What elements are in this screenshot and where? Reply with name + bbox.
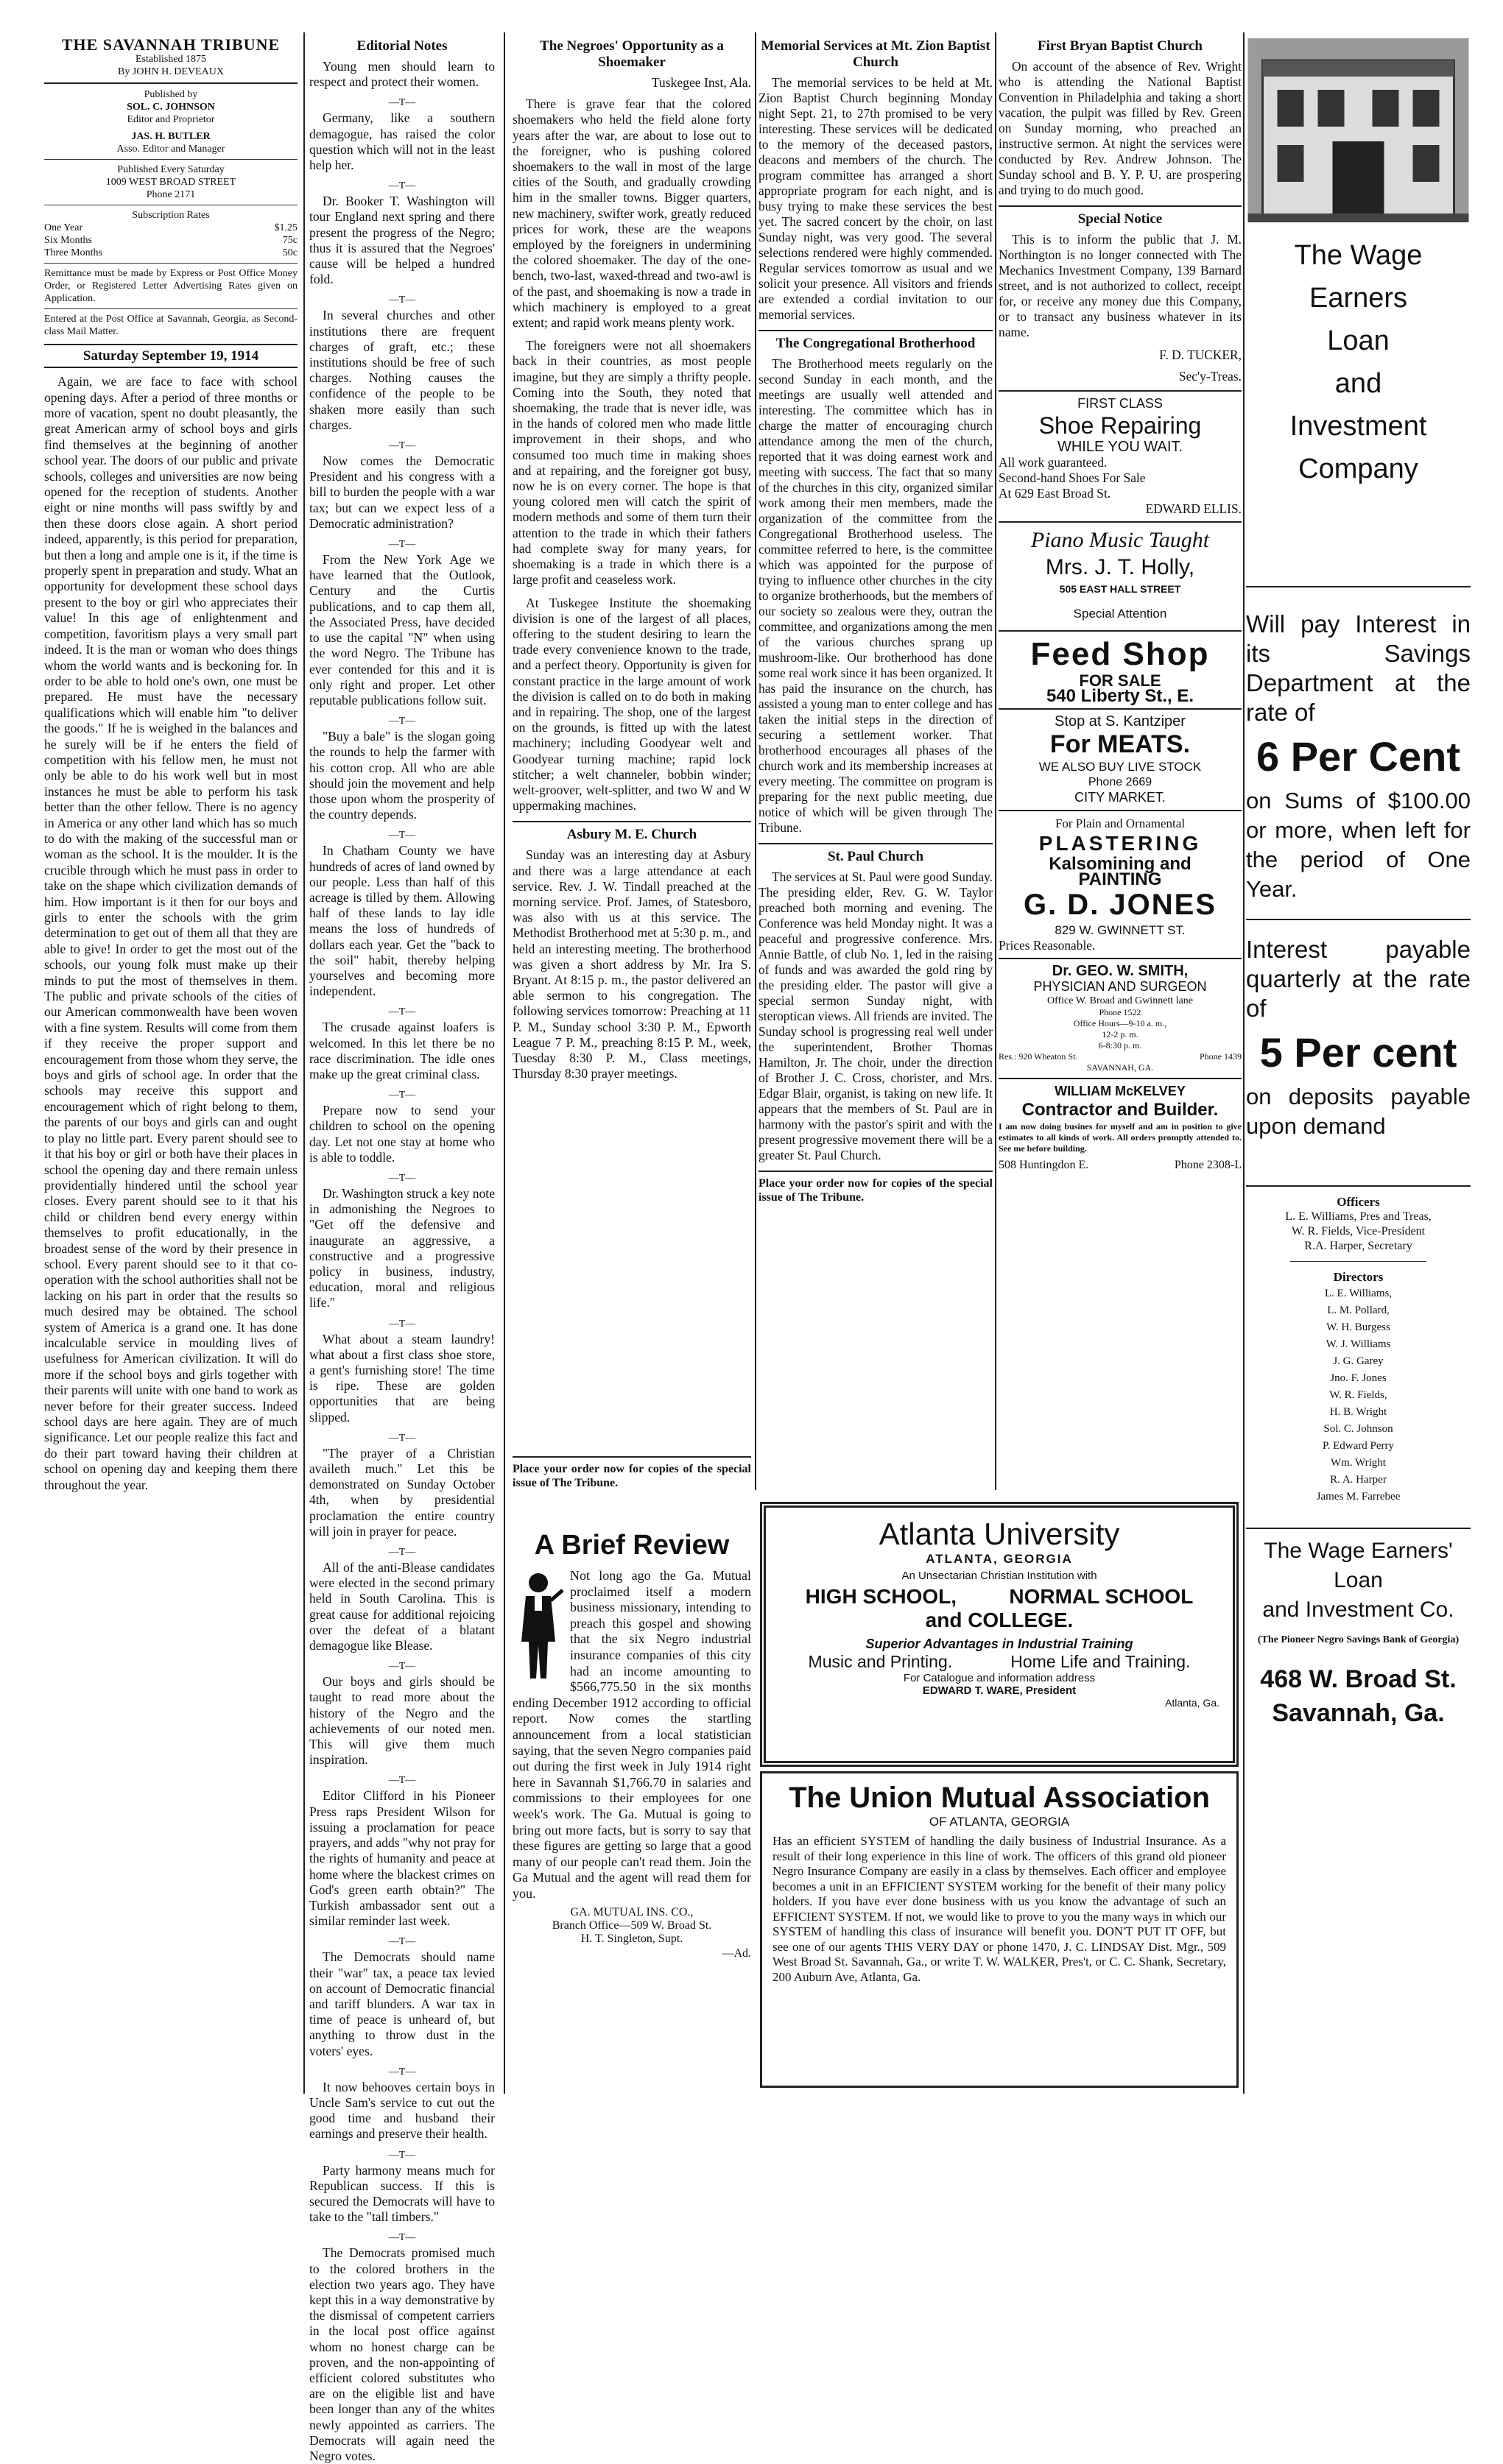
plastering-ad: For Plain and Ornamental PLASTERING Kalsomining and PAINTING G. D. JONES 829 W. GWINNETT ST. Prices Reasonable.	[999, 816, 1217, 953]
shoe-repair-ad: FIRST CLASS Shoe Repairing WHILE YOU WAIT. All work guaranteed. Second-hand Shoes For Sale At 629 East Broad St. EDWARD ELLIS.	[999, 396, 1242, 516]
rate-row: Three Months 50c	[44, 247, 298, 258]
editorial-note: All of the anti-Blease candidates were elected in the second primary held in South Carolina. This is great cause for additional rejoicing over the defeat of a blatant demagogue like Blease.	[309, 1560, 495, 1653]
editorial-note: The Democrats should name their "war" tax, a peace tax levied on account of Democratic financial and tariff blunders. A war tax in time of peace is unheard of, but anything to throw dust in the voters' eyes.	[309, 1949, 495, 2058]
editorial-note: "Buy a bale" is the slogan going the rounds to help the farmer with his cotton crop. All who are able should join the movement and help those upon whom the prosperity of the country depends.	[309, 729, 495, 822]
divider	[999, 390, 1242, 392]
editorial-note: Dr. Booker T. Washington will tour England next spring and there present the progress of the Negro; thus it is assured that the Negroes' cause will be helped a hundred fold.	[309, 194, 495, 287]
divider	[758, 1171, 993, 1172]
special-notice-signer-title: Sec'y-Treas.	[1178, 369, 1242, 384]
st-paul-heading: St. Paul Church	[827, 849, 924, 864]
officers-heading: Officers	[1337, 1194, 1380, 1209]
note-separator: —T—	[388, 97, 416, 109]
entered-note: Entered at the Post Office at Savannah, Georgia, as Second-class Mail Matter.	[44, 313, 298, 337]
rates-table	[44, 222, 298, 259]
note-separator: —T—	[388, 294, 416, 306]
note-separator: —T—	[388, 2149, 416, 2161]
contractor-ad: WILLIAM McKELVEY Contractor and Builder. I am now doing busines for myself and am in position to give estimates to all kinds of work. All orders promptly attended to. See me before building. 508 Huntingdon E. Phone 2308-L	[999, 1084, 1242, 1171]
shoemaker-dateline: Tuskegee Inst, Ala.	[651, 75, 751, 90]
order-notice: Place your order now for copies of the special issue of The Tribune.	[513, 1456, 751, 1490]
pioneer-tagline: (The Pioneer Negro Savings Bank of Georgia)	[1257, 1634, 1460, 1645]
speaker-figure-icon	[513, 1568, 564, 1686]
divider	[1246, 1185, 1471, 1187]
shoemaker-paragraph: The foreigners were not all shoemakers back in their countries, as most people imagine, but they are simply a thrifty people. Coming into the South, they noted that shoemaking, the trade that is never idle, was in the hands of colored men who made little improvement in their shops, and who consumed too much time in making shoes and at repairing, and the foreigner got busy, now he is on every corner. The hope is that young colored men will catch the spirit of modern methods and some of them turn their attention to the trade in which their fathers had complete sway for many years, for shoemaking is a trade in which there is a large profit and ceaseless work.	[513, 338, 751, 587]
column-rule	[504, 32, 505, 2094]
rate-six: 6 Per Cent	[1256, 733, 1460, 780]
editorial-note: Now comes the Democratic President and his congress with a bill to burden the people with a war tax; but can we expect less of a Democratic administration?	[309, 453, 495, 531]
shoemaker-heading: The Negroes' Opportunity as a Shoemaker	[540, 38, 724, 70]
note-separator: —T—	[388, 1775, 416, 1787]
brief-review-company: GA. MUTUAL INS. CO.,	[570, 1906, 694, 1919]
note-separator: —T—	[388, 2066, 416, 2078]
note-separator: —T—	[388, 1090, 416, 1101]
interest-quarterly: Interest payable quarterly at the rate of	[1246, 935, 1471, 1022]
divider	[999, 958, 1242, 959]
published-by-label: Published by	[144, 88, 198, 100]
rates-title: Subscription Rates	[132, 209, 210, 221]
shoemaker-paragraph: At Tuskegee Institute the shoemaking division is one of the largest of all places, offering to the student desiring to learn the trade every convenience known to the trade, and a perfect theory. Opportunity is given for constant practice in the large amount of work the division is called on to do both in making and in repairing. The shop, one of the largest on the grounds, is fitted up with the latest machinery; including Goodyear welt and Goodyear turning machine; rapid lock stitcher; a welt channeler, bobbin winder; welt-groover, welt-splitter, and two W and W uppermaking machines.	[513, 595, 751, 813]
publisher: SOL. C. JOHNSON	[127, 101, 215, 113]
paper-name: THE SAVANNAH TRIBUNE	[61, 35, 281, 54]
publisher-title: Editor and Proprietor	[127, 113, 215, 125]
feed-shop-ad: Feed Shop FOR SALE 540 Liberty St., E.	[1030, 636, 1210, 706]
column-rule	[995, 32, 996, 1490]
note-separator: —T—	[388, 539, 416, 551]
interest-period: on Sums of $100.00 or more, when left for the period of One Year.	[1246, 787, 1471, 902]
bank-city: Savannah, Ga.	[1272, 1699, 1445, 1728]
directors-list: L. E. Williams, L. M. Pollard, W. H. Burgess W. J. Williams J. G. Garey Jno. F. Jones W. R. Fields, H. B. Wright Sol. C. Johnson P. Edward Perry Wm. Wright R. A. Harper James M. Farrebee	[1316, 1287, 1401, 1503]
divider	[758, 330, 993, 331]
editorial-note: From the New York Age we have learned that the Outlook, Century and the Curtis publications, and to cap them all, the Associated Press, have decided to use the capital "N" when using the word Negro. The Tribune has ever contended for this and it is only right and proper. Let other reputable publications follow suit.	[309, 552, 495, 707]
divider	[1246, 1528, 1471, 1529]
note-separator: —T—	[388, 1547, 416, 1558]
column-editorial-notes	[309, 35, 495, 2463]
note-separator: —T—	[388, 1318, 416, 1330]
first-bryan-heading: First Bryan Baptist Church	[1038, 38, 1203, 54]
column-masthead	[44, 35, 298, 2089]
divider	[999, 521, 1242, 523]
column-rule	[1243, 32, 1245, 2094]
brief-review-supt: H. T. Singleton, Supt.	[580, 1932, 683, 1946]
divider	[44, 308, 298, 309]
rate-five: 5 Per cent	[1259, 1028, 1457, 1076]
meats-ad: Stop at S. Kantziper For MEATS. WE ALSO BUY LIVE STOCK Phone 2669 CITY MARKET.	[1038, 713, 1202, 805]
editorial-note: What about a steam laundry! what about a first class shoe store, a gent's furnishing store! The time is ripe. These are golden opportunities that are being slipped.	[309, 1331, 495, 1425]
editorial-note: The Democrats promised much to the colored brothers in the election two years ago. They have kept this in a way demonstrative by the dismissal of competent carriers in the local post office against whom no honest charge can be proven, and the non-appointing of efficient colored substitutes who are on the eligible list and have been longer than any of the whites newly appointed as carriers. The Democrats will again need the Negro votes.	[309, 2245, 495, 2463]
rate-row: One Year $1.25	[44, 222, 298, 233]
memorial-heading: Memorial Services at Mt. Zion Baptist Church	[761, 38, 990, 70]
editorial-note: The crusade against loafers is welcomed. In this let there be no race discrimination. The idle ones make up the great criminal class.	[309, 1020, 495, 1081]
editorial-note: Dr. Washington struck a key note in admonishing the Negroes to "Get off the defensive and inaugurate an aggressive, a constructive and a progressive policy in business, industry, education, moral and religious life."	[309, 1185, 495, 1310]
rate-row: Six Months 75c	[44, 234, 298, 246]
column-rule	[755, 32, 756, 1490]
column-shoemaker	[513, 35, 751, 1574]
note-separator: —T—	[388, 440, 416, 452]
editorial-note: Germany, like a southern demagogue, has raised the color question which will not in the least help her.	[309, 110, 495, 173]
directors-heading: Directors	[1333, 1270, 1384, 1285]
ad-mark: —Ad.	[722, 1947, 751, 1960]
editorial-note: Young men should learn to respect and protect their women.	[309, 59, 495, 90]
brotherhood-text: The Brotherhood meets regularly on the second Sunday in each month, and the meetings are usually well attended and interesting. The committee which has in charge the matter of encouraging church attendance among the men of the church, reported that it was doing earnest work and meeting with success. The fact that so many of the churches in this city, organized similar work among their men members, made the organization of the committee from the Congregational Brotherhood useless. The committee referred to here, is the committee which was appointed for the purpose of trying to influence other churches in the city to organize brotherhoods, but the members of our society so zealous were they, outran the committee, and organizations among the men of the various churches sprang up mushroom-like. Our brotherhood has done some real work since it has been organized. It has paid the insurance on the church, has assisted a young man to enter college and has taken the initial steps in the direction of securing a settlement worker. That brotherhood encourages all phases of the church work and its membership increases at every meeting. The committee on program is preparing for the next public meeting, due notice of which will be given through The Tribune.	[758, 356, 993, 835]
note-separator: —T—	[388, 180, 416, 192]
brief-review-text: Not long ago the Ga. Mutual proclaimed itself a modern business missionary, intending to preach this gospel and showing that the six Negro industrial insurance companies of this city had an income amounting to $566,775.50 in the six months ending December 1912 according to official report. Now comes the startling announcement from a local statistician saying, that the seven Negro companies paid out during the first week in July 1914 right here in Savannah $1,766.70 in salaries and commissions to their employees for one week's work. The Ga. Mutual is going to bring out more facts, but is sorry to say that these figures are getting so large that a good many of our people can't read them. Join the Ga Mutual and the agent will read them for you.	[513, 1568, 751, 1901]
divider	[513, 821, 751, 822]
bank-building-image	[1246, 38, 1471, 222]
piano-ad: Piano Music Taught Mrs. J. T. Holly, 505 EAST HALL STREET Special Attention	[1030, 528, 1210, 621]
note-separator: —T—	[388, 716, 416, 727]
associate: JAS. H. BUTLER	[131, 130, 211, 142]
divider	[1246, 919, 1471, 920]
deposit-terms: on deposits payable upon demand	[1246, 1083, 1471, 1139]
established: Established 1875	[135, 53, 207, 65]
divider	[758, 843, 993, 844]
interest-offer: Will pay Interest in its Savings Department at the rate of	[1246, 610, 1471, 726]
first-bryan-text: On account of the absence of Rev. Wright who is attending the National Baptist Convention in Philadelphia and taking a short vacation, the pulpit was filled by Rev. Green on Sunday morning, who preached an instructive sermon. At night the services were conducted by Rev. Andrew Johnson. The Sunday school and B. Y. P. U. are prospering and trying to do much good.	[999, 59, 1242, 197]
divider	[999, 708, 1242, 710]
officer: W. R. Fields, Vice-President	[1291, 1225, 1426, 1238]
note-separator: —T—	[388, 1661, 416, 1673]
memorial-text: The memorial services to be held at Mt. Zion Baptist Church beginning Monday night Sept. 21, to 27th promised to be very interesting. These services will be dedicated to the memory of the deceased pastors, deacons and members of the church. The program committee has arranged a short appropriate program for each night, and is busy trying to make these services the best yet. The sacred concert by the choir, on last Sunday night, was very good. The several selections rendered were highly commended. Regular services tomorrow as usual and we solicit your presence. All visitors and friends are extended a cordial invitation to our memorial services.	[758, 75, 993, 322]
divider	[999, 630, 1242, 632]
order-notice: Place your order now for copies of the special issue of The Tribune.	[758, 1177, 993, 1204]
divider	[1290, 1261, 1426, 1262]
note-separator: —T—	[388, 2232, 416, 2244]
divider	[999, 205, 1242, 207]
schedule: Published Every Saturday	[117, 163, 225, 175]
bank-address: 468 W. Broad St.	[1260, 1665, 1457, 1694]
brotherhood-heading: The Congregational Brotherhood	[775, 336, 976, 351]
divider	[999, 810, 1242, 811]
divider	[999, 1078, 1242, 1079]
special-notice-heading: Special Notice	[1077, 211, 1163, 227]
editorial-note: It now behooves certain boys in Uncle Sam's service to cut out the good time and husband their earnings and preserve their health.	[309, 2079, 495, 2142]
note-separator: —T—	[388, 1006, 416, 1018]
physician-ad: Dr. GEO. W. SMITH, PHYSICIAN AND SURGEON Office W. Broad and Gwinnett lane Phone 1522 Office Hours—9-10 a. m., 12-2 p. m. 6-8:30 p. m. Res.: 920 Wheaton St. Phone 1439 SAVANNAH, GA.	[999, 963, 1242, 1073]
remittance-note: Remittance must be made by Express or Post Office Money Order, or Registered Letter Advertising Rates given on Application.	[44, 267, 298, 304]
wage-earners-title: The Wage Earners Loan and Investment Company	[1289, 239, 1427, 484]
associate-title: Asso. Editor and Manager	[116, 143, 225, 155]
brief-review-ad	[513, 1524, 751, 2083]
issue-date: Saturday September 19, 1914	[44, 344, 298, 369]
wage-earners-name-2: and Investment Co.	[1262, 1597, 1454, 1622]
officer: R.A. Harper, Secretary	[1304, 1240, 1412, 1253]
column-notices-ads	[999, 35, 1242, 1486]
column-wage-earners	[1246, 35, 1471, 2089]
note-separator: —T—	[388, 1172, 416, 1184]
founder: By JOHN H. DEVEAUX	[118, 66, 224, 77]
st-paul-text: The services at St. Paul were good Sunday. The presiding elder, Rev. G. W. Taylor preached both morning and evening. The Conference was held Monday night. It was a peaceful and progressive conference. Mrs. Annie Battle, of club No. 1, led in the raising of funds and was awarded the gold ring by the presiding elder. The pastor will give a special sermon Sunday night, with steroptican views. All friends are invited. The Sunday school is progressing real well under the superintendent, Brother Thomas Hamilton, Jr. The choir, under the direction of Brother J. C. Cross, chorister, and Mrs. Edgar Blair, organist, is taking on new life. It appears that the members of St. Paul are in harmony with the pastor's spirit and with the present progressive movement there will be a greater St. Paul Church.	[758, 869, 993, 1162]
editorial-note: In several churches and other institutions there are frequent charges of graft, etc.; these institutions should be free of such charges. Nothing causes the confidence of the people to be shaken more easily than such charges.	[309, 308, 495, 432]
officer: L. E. Williams, Pres and Treas,	[1285, 1210, 1432, 1224]
editorial-notes-heading: Editorial Notes	[356, 38, 448, 54]
brief-review-branch: Branch Office—509 W. Broad St.	[552, 1919, 712, 1932]
atlanta-university-ad: Atlanta University ATLANTA, GEORGIA An Unsectarian Christian Institution with HIGH SCHOOL, NORMAL SCHOOL and COLLEGE. Superior Advantages in Industrial Training Music and Printing. Home Life and Training. For Catalogue and information address EDWARD T. WARE, President Atlanta, Ga.	[760, 1502, 1239, 1767]
editorial-note: Prepare now to send your children to school on the opening day. Let not one stay at home who is able to toddle.	[309, 1103, 495, 1165]
union-mutual-ad: The Union Mutual Association OF ATLANTA, GEORGIA Has an efficient SYSTEM of handling the daily business of Industrial Insurance. As a result of their long experience in this line of work. The officers of this grand old pioneer Negro Insurance Company are easily in a class by themselves. Each officer and employee becomes a unit in an EFFICIENT SYSTEM working for the benefit of their many policy holders. If you have ever done business with us you know the advantage of such an EFFICIENT SYSTEM. If not, we would like to prove to you the many ways in which our SYSTEM of handling this class of insurance will benefit you. DON'T PUT IT OFF, but see one of our agents THIS VERY DAY or phone 1470, J. C. LINDSAY Dist. Mgr., 509 West Broad St. Savannah, Ga., or write T. W. WALKER, Pres't, or C. C. Shank, Secretary, 200 Auburn Ave, Atlanta, Ga.	[760, 1771, 1239, 2088]
wage-earners-name: The Wage Earners' Loan	[1264, 1538, 1453, 1592]
editorial-note: Party harmony means much for Republican success. If this is secured the Democrats will have to take to the "tall timbers."	[309, 2162, 495, 2225]
note-separator: —T—	[388, 1432, 416, 1444]
divider	[44, 263, 298, 264]
editorial-note: "The prayer of a Christian availeth much." Let this be demonstrated on Sunday October 4th, when by presidential proclamation the entire country will join in prayer for peace.	[309, 1445, 495, 1539]
column-rule	[303, 32, 305, 2094]
column-churches	[758, 35, 993, 1486]
special-notice-text: This is to inform the public that J. M. Northington is no longer connected with The Mechanics Investment Company, 139 Barnard street, and is not authorized to collect, receipt for, or receive any money due this Company, or to transact any business whatever in its name.	[999, 232, 1242, 339]
editorial-note: Editor Clifford in his Pioneer Press raps President Wilson for issuing a proclamation for peace prayers, and adds "why not pray for the rights of humanity and peace at home where the blackest crimes on God's green earth obtain?" The Turkish ambassador sent out a similar reminder last week.	[309, 1788, 495, 1929]
phone: Phone 2171	[146, 188, 196, 200]
divider	[44, 82, 298, 84]
divider	[44, 159, 298, 160]
brief-review-title: A Brief Review	[534, 1530, 730, 1561]
asbury-text: Sunday was an interesting day at Asbury and there was a large attendance at each service. Rev. J. W. Tindall preached at the morning service. Prof. James, of Statesboro, was also with us at this service. The Methodist Brotherhood met at 5:30 p. m., and held an interesting meeting. The brotherhood was given a short address by Mr. Ira S. Bryant. At 8:15 p. m., the pastor delivered an able sermon to his congregation. The following services tomorrow: Preaching at 11 P. M., Sunday school 3:30 P. M., Epworth League 7 P. M., preaching 8:15 P. M., week, Tuesday 8:30 P. M., Class meetings, Thursday 8:30 prayer meetings.	[513, 847, 751, 1081]
shoemaker-paragraph: There is grave fear that the colored shoemakers who held the field alone forty years after the war, are about to lose out to the foreigner, who is pushing colored shoemakers to the wall in most of the large cities of the South, and gradually crowding him in the smaller towns. Bigger quarters, new machinery, swifter work, greatly reduced prices for work, these are the weapons employed by the foreigners in undermining the colored shoemaker. The day of the one-bench, two-last, waxed-thread and two-awl is of the past, and shoemaking is now a trade in which machinery is employed to a great extent; and rapid work means plenty work.	[513, 96, 751, 331]
divider	[1246, 586, 1471, 587]
address: 1009 WEST BROAD STREET	[105, 176, 236, 188]
editorial-note: In Chatham County we have hundreds of acres of land owned by our people. Less than half of this acreage is tilled by them. Allowing half of these lands to lay idle means the loss of hundreds of dollars each year. Get the "back to the soil" habit, thereby helping yourselves and becoming more independent.	[309, 843, 495, 999]
editorial-lead: Again, we are face to face with school opening days. After a period of three months or more of vacation, spent no doubt pleasantly, the great American army of school boys and girls find themselves at the beginning of another school year. The doors of our public and private schools, colleges and universities are now being opened for the reception of students. Another eight or nine months will pass swiftly by and then these doors close again. A short period indeed, apparently, is this period for preparation, but then a long and ample one is it, if the time is properly spent in preparation and study. What an opportunity for development these school days present to the boy or girl who appreciates their value! In this age of enlightenment and competition, favoritism plays a very small part indeed. It is the man or woman who does things whom the world wants and is beckoning for. In order to be able to hold one's own, one must be prepared. He must have the necessary qualifications which will enable him "to deliver the goods." If he is weighed in the balances and he surely will be if he enters the field of competition with his fellow men, he must not only be able to do his work well but in most instances he must be able to perform his task better than the other fellow. There is no agency in America or any other land which has so much to do with the making of the successful man or woman as the school. It is the moulder. It is the crucible through which he must pass in order to take on the shape which civilization demands of him. How important is it then for our boys and girls to enter the schools with the grim determination to get out of them all that they are able to give! In order to get the most out of the schools, our young folk must make up their minds to put the most of themselves in them. The public and private schools of the cities of our American commonwealth have been woven with a fine system. Results will come from them if they receive the proper support and encouragement from those whom they serve, the boys and girls of school age. In order that the schools may receive this support and encouragement which of right belong to them, the parents of our boys and girls can and ought to play no little part. Every parent should see to it that his boy or girl or both have their places in school the opening day and there remain unless providentially hindered until the school year closes. Every parent should see to it that his child or children bend every energy within themselves to profit educationally, in the broadest sense of the word by their presence in school. Every parent should see to it that co-operation with the school authorities shall not be lacking on his part in order that the results so much desired may be obtained. The school system of America is a grand one. It has done incalculable service in moulding lives of usefulness for American civilization. It will do more if the school boys and girls together with their parents will unite with one band to work as never before for their greater success. Indeed school days are here again. They are of much significance. Let our people realize this fact and do their part toward having their children at school on opening day and keeping them there throughout the year.	[44, 374, 298, 1492]
asbury-heading: Asbury M. E. Church	[566, 827, 697, 843]
note-separator: —T—	[388, 1936, 416, 1948]
special-notice-signer: F. D. TUCKER,	[1159, 347, 1242, 362]
editorial-note: Our boys and girls should be taught to read more about the history of the Negro and the achievements of our noted men. This will give them much inspiration.	[309, 1674, 495, 1768]
note-separator: —T—	[388, 830, 416, 841]
